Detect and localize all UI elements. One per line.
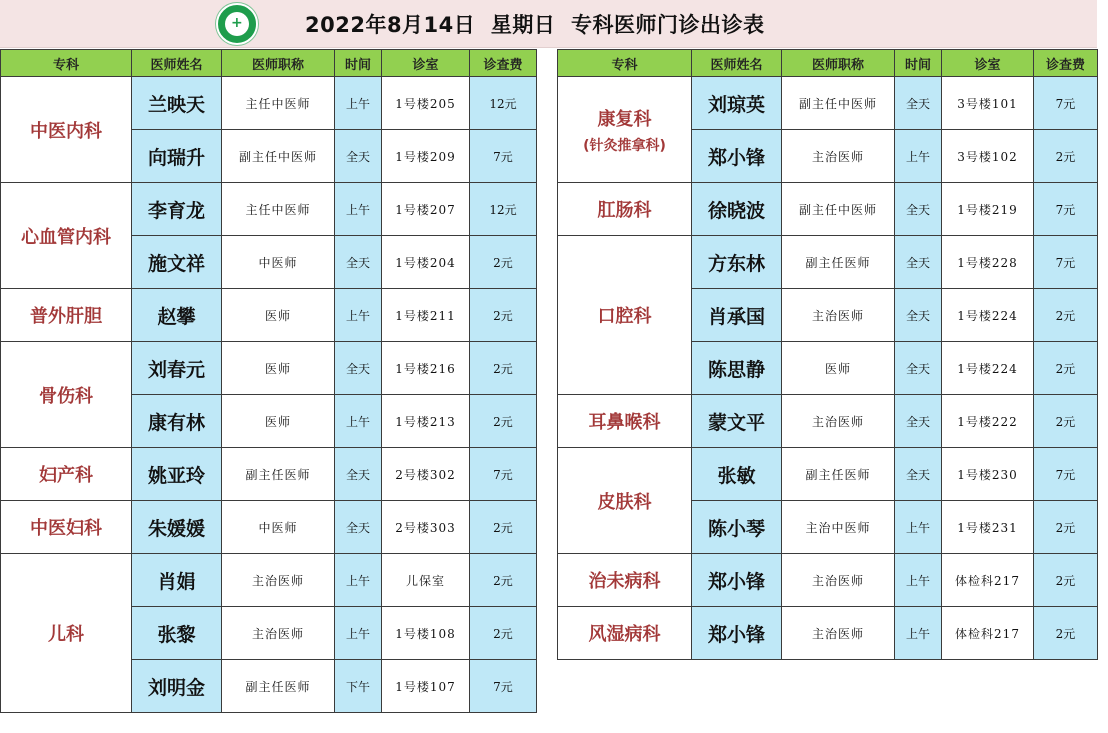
consult-fee: 2元	[470, 342, 537, 395]
doctor-rank: 主治中医师	[782, 501, 895, 554]
clinic-time: 全天	[895, 183, 942, 236]
clinic-time: 上午	[335, 183, 382, 236]
col-header-name: 医师姓名	[132, 50, 222, 77]
table-row	[1, 554, 537, 607]
dept-cell: 普外肝胆	[1, 289, 132, 342]
clinic-time: 全天	[895, 342, 942, 395]
consult-fee: 2元	[1034, 342, 1098, 395]
doctor-name: 刘琼英	[692, 77, 782, 130]
consult-fee: 2元	[470, 607, 537, 660]
table-row	[1, 501, 537, 554]
doctor-name: 肖娟	[132, 554, 222, 607]
clinic-time: 全天	[895, 77, 942, 130]
clinic-time: 上午	[335, 289, 382, 342]
col-header-room: 诊室	[942, 50, 1034, 77]
right-schedule-table	[557, 49, 1098, 660]
doctor-name: 张敏	[692, 448, 782, 501]
clinic-room: 1号楼207	[382, 183, 470, 236]
doctor-name: 赵攀	[132, 289, 222, 342]
doctor-name: 李育龙	[132, 183, 222, 236]
clinic-room: 2号楼302	[382, 448, 470, 501]
consult-fee: 7元	[470, 660, 537, 713]
doctor-name: 陈思静	[692, 342, 782, 395]
dept-cell: 中医内科	[1, 77, 132, 183]
clinic-time: 下午	[335, 660, 382, 713]
table-row	[558, 183, 1098, 236]
dept-cell: 骨伤科	[1, 342, 132, 448]
col-header-dept: 专科	[558, 50, 692, 77]
clinic-room: 1号楼222	[942, 395, 1034, 448]
table-row	[1, 289, 537, 342]
col-header-name: 医师姓名	[692, 50, 782, 77]
table-header-row	[558, 50, 1098, 77]
doctor-name: 张黎	[132, 607, 222, 660]
consult-fee: 2元	[1034, 607, 1098, 660]
doctor-rank: 副主任医师	[782, 448, 895, 501]
consult-fee: 2元	[1034, 395, 1098, 448]
clinic-room: 1号楼219	[942, 183, 1034, 236]
consult-fee: 2元	[470, 554, 537, 607]
clinic-time: 全天	[335, 236, 382, 289]
clinic-time: 全天	[895, 448, 942, 501]
doctor-rank: 中医师	[222, 501, 335, 554]
clinic-room: 体检科217	[942, 554, 1034, 607]
doctor-name: 刘春元	[132, 342, 222, 395]
clinic-time: 全天	[895, 289, 942, 342]
dept-cell: 中医妇科	[1, 501, 132, 554]
doctor-rank: 主任中医师	[222, 77, 335, 130]
consult-fee: 2元	[1034, 289, 1098, 342]
doctor-name: 朱媛媛	[132, 501, 222, 554]
doctor-rank: 主治医师	[222, 554, 335, 607]
consult-fee: 2元	[1034, 130, 1098, 183]
clinic-room: 1号楼231	[942, 501, 1034, 554]
consult-fee: 2元	[470, 289, 537, 342]
doctor-name: 蒙文平	[692, 395, 782, 448]
doctor-rank: 医师	[222, 289, 335, 342]
clinic-room: 1号楼230	[942, 448, 1034, 501]
consult-fee: 7元	[470, 130, 537, 183]
doctor-name: 兰映天	[132, 77, 222, 130]
dept-cell: 耳鼻喉科	[558, 395, 692, 448]
doctor-name: 刘明金	[132, 660, 222, 713]
doctor-name: 姚亚玲	[132, 448, 222, 501]
table-row	[558, 554, 1098, 607]
clinic-time: 上午	[335, 77, 382, 130]
table-row	[558, 236, 1098, 289]
col-header-fee: 诊查费	[470, 50, 537, 77]
clinic-time: 全天	[895, 236, 942, 289]
dept-label: 康复科	[597, 108, 652, 130]
doctor-rank: 中医师	[222, 236, 335, 289]
doctor-name: 施文祥	[132, 236, 222, 289]
clinic-time: 全天	[335, 501, 382, 554]
consult-fee: 2元	[470, 501, 537, 554]
clinic-room: 3号楼101	[942, 77, 1034, 130]
dept-cell: 儿科	[1, 554, 132, 713]
clinic-time: 上午	[895, 501, 942, 554]
clinic-time: 上午	[895, 554, 942, 607]
table-row	[558, 395, 1098, 448]
doctor-name: 郑小锋	[692, 554, 782, 607]
clinic-room: 1号楼205	[382, 77, 470, 130]
clinic-time: 上午	[335, 395, 382, 448]
clinic-room: 1号楼213	[382, 395, 470, 448]
doctor-rank: 主治医师	[222, 607, 335, 660]
doctor-rank: 主治医师	[782, 395, 895, 448]
dept-cell: 风湿病科	[558, 607, 692, 660]
clinic-room: 1号楼216	[382, 342, 470, 395]
clinic-time: 全天	[335, 342, 382, 395]
consult-fee: 12元	[470, 183, 537, 236]
clinic-room: 1号楼224	[942, 289, 1034, 342]
dept-cell: 口腔科	[558, 236, 692, 395]
doctor-name: 徐晓波	[692, 183, 782, 236]
left-schedule-table	[0, 49, 537, 713]
doctor-rank: 主治医师	[782, 289, 895, 342]
doctor-name: 康有林	[132, 395, 222, 448]
clinic-time: 上午	[895, 607, 942, 660]
doctor-name: 向瑞升	[132, 130, 222, 183]
clinic-room: 2号楼303	[382, 501, 470, 554]
table-row	[1, 183, 537, 236]
table-row	[558, 77, 1098, 130]
col-header-dept: 专科	[1, 50, 132, 77]
doctor-rank: 主治医师	[782, 554, 895, 607]
dept-cell	[558, 77, 692, 183]
consult-fee: 2元	[470, 236, 537, 289]
doctor-rank: 医师	[222, 395, 335, 448]
clinic-room: 1号楼204	[382, 236, 470, 289]
dept-sublabel: (针灸推拿科)	[583, 137, 666, 154]
clinic-time: 上午	[895, 130, 942, 183]
table-row	[1, 448, 537, 501]
clinic-time: 全天	[335, 448, 382, 501]
consult-fee: 2元	[470, 395, 537, 448]
hospital-logo-icon: +	[216, 3, 258, 45]
doctor-rank: 副主任医师	[782, 236, 895, 289]
table-row	[558, 607, 1098, 660]
consult-fee: 2元	[1034, 554, 1098, 607]
doctor-rank: 医师	[782, 342, 895, 395]
table-row	[1, 77, 537, 130]
consult-fee: 2元	[1034, 501, 1098, 554]
title-bar	[0, 0, 1097, 48]
consult-fee: 7元	[1034, 77, 1098, 130]
clinic-time: 全天	[895, 395, 942, 448]
doctor-rank: 主治医师	[782, 130, 895, 183]
clinic-room: 1号楼209	[382, 130, 470, 183]
consult-fee: 12元	[470, 77, 537, 130]
consult-fee: 7元	[1034, 183, 1098, 236]
doctor-rank: 副主任中医师	[782, 183, 895, 236]
clinic-room: 儿保室	[382, 554, 470, 607]
col-header-rank: 医师职称	[782, 50, 895, 77]
col-header-time: 时间	[895, 50, 942, 77]
dept-cell: 皮肤科	[558, 448, 692, 554]
consult-fee: 7元	[1034, 236, 1098, 289]
doctor-rank: 医师	[222, 342, 335, 395]
col-header-rank: 医师职称	[222, 50, 335, 77]
table-row	[1, 342, 537, 395]
clinic-room: 1号楼228	[942, 236, 1034, 289]
col-header-room: 诊室	[382, 50, 470, 77]
clinic-room: 1号楼107	[382, 660, 470, 713]
doctor-name: 郑小锋	[692, 607, 782, 660]
consult-fee: 7元	[470, 448, 537, 501]
doctor-rank: 主治医师	[782, 607, 895, 660]
clinic-time: 上午	[335, 607, 382, 660]
consult-fee: 7元	[1034, 448, 1098, 501]
doctor-name: 肖承国	[692, 289, 782, 342]
doctor-rank: 副主任中医师	[782, 77, 895, 130]
dept-cell: 肛肠科	[558, 183, 692, 236]
clinic-time: 全天	[335, 130, 382, 183]
doctor-rank: 副主任医师	[222, 448, 335, 501]
clinic-room: 1号楼211	[382, 289, 470, 342]
clinic-time: 上午	[335, 554, 382, 607]
doctor-name: 陈小琴	[692, 501, 782, 554]
col-header-time: 时间	[335, 50, 382, 77]
dept-cell: 治未病科	[558, 554, 692, 607]
table-row	[558, 448, 1098, 501]
clinic-room: 1号楼108	[382, 607, 470, 660]
doctor-name: 方东林	[692, 236, 782, 289]
doctor-rank: 副主任医师	[222, 660, 335, 713]
doctor-rank: 副主任中医师	[222, 130, 335, 183]
table-header-row	[1, 50, 537, 77]
clinic-room: 体检科217	[942, 607, 1034, 660]
doctor-rank: 主任中医师	[222, 183, 335, 236]
dept-cell: 心血管内科	[1, 183, 132, 289]
col-header-fee: 诊查费	[1034, 50, 1098, 77]
doctor-name: 郑小锋	[692, 130, 782, 183]
clinic-room: 3号楼102	[942, 130, 1034, 183]
dept-cell: 妇产科	[1, 448, 132, 501]
page-title: 2022年8月14日 星期日 专科医师门诊出诊表	[305, 13, 765, 37]
clinic-room: 1号楼224	[942, 342, 1034, 395]
